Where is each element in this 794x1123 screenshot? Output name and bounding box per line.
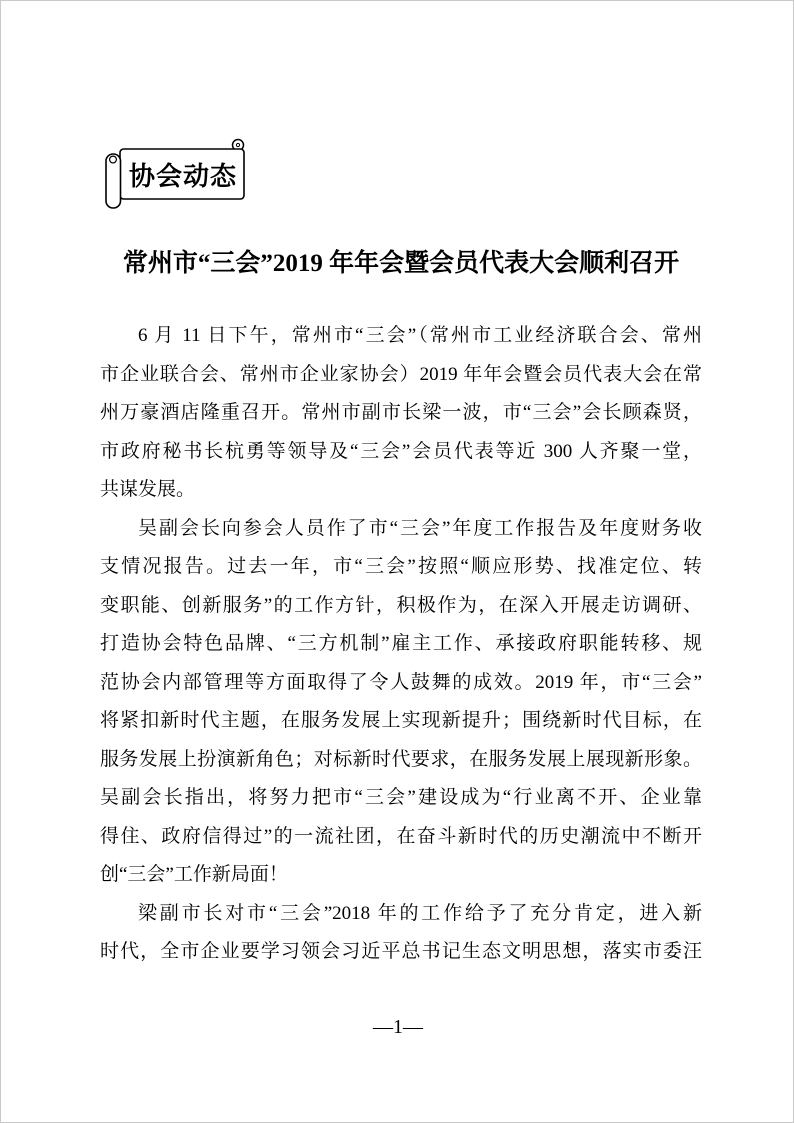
body-line: 市企业联合会、常州市企业家协会）2019 年年会暨会员代表大会在常 (100, 363, 702, 385)
banner-ribbon (101, 137, 251, 213)
body-line: 变职能、创新服务”的工作方针，积极作为，在深入开展走访调研、 (100, 594, 702, 616)
page-number: —1— (373, 1016, 423, 1038)
body-line: 州万豪酒店隆重召开。常州市副市长梁一波，市“三会”会长顾森贤， (100, 402, 702, 423)
body-line: 得住、政府信得过”的一流社团，在奋斗新时代的历史潮流中不断开 (100, 825, 702, 847)
body-line: 范协会内部管理等方面取得了令人鼓舞的成效。2019 年，市“三会” (100, 671, 702, 693)
document-body (100, 317, 702, 972)
body-line: 梁副市长对市“三会”2018 年的工作给予了充分肯定，进入新 (138, 902, 702, 924)
banner-label: 协会动态 (128, 161, 237, 192)
body-line: 将紧扣新时代主题，在服务发展上实现新提升；围绕新时代目标，在 (100, 710, 702, 731)
body-line: 市政府秘书长杭勇等领导及“三会”会员代表等近 300 人齐聚一堂， (100, 440, 702, 462)
page-title: 常州市“三会”2019 年年会暨会员代表大会顺利召开 (122, 250, 680, 277)
body-line: 打造协会特色品牌、“三方机制”雇主工作、承接政府职能转移、规 (100, 633, 702, 654)
body-line: 吴副会长指出，将努力把市“三会”建设成为“行业离不开、企业靠 (100, 787, 702, 808)
body-line: 共谋发展。 (100, 479, 196, 500)
body-line: 支情况报告。过去一年，市“三会”按照“顺应形势、找准定位、转 (100, 556, 702, 577)
body-line: 吴副会长向参会人员作了市“三会”年度工作报告及年度财务收 (138, 517, 702, 539)
body-line: 服务发展上扮演新角色；对标新时代要求，在服务发展上展现新形象。 (100, 748, 702, 770)
body-line: 创“三会”工作新局面！ (100, 864, 288, 885)
body-line: 时代，全市企业要学习领会习近平总书记生态文明思想，落实市委汪 (100, 941, 702, 962)
body-line: 6 月 11 日下午，常州市“三会”（常州市工业经济联合会、常州 (138, 325, 702, 346)
